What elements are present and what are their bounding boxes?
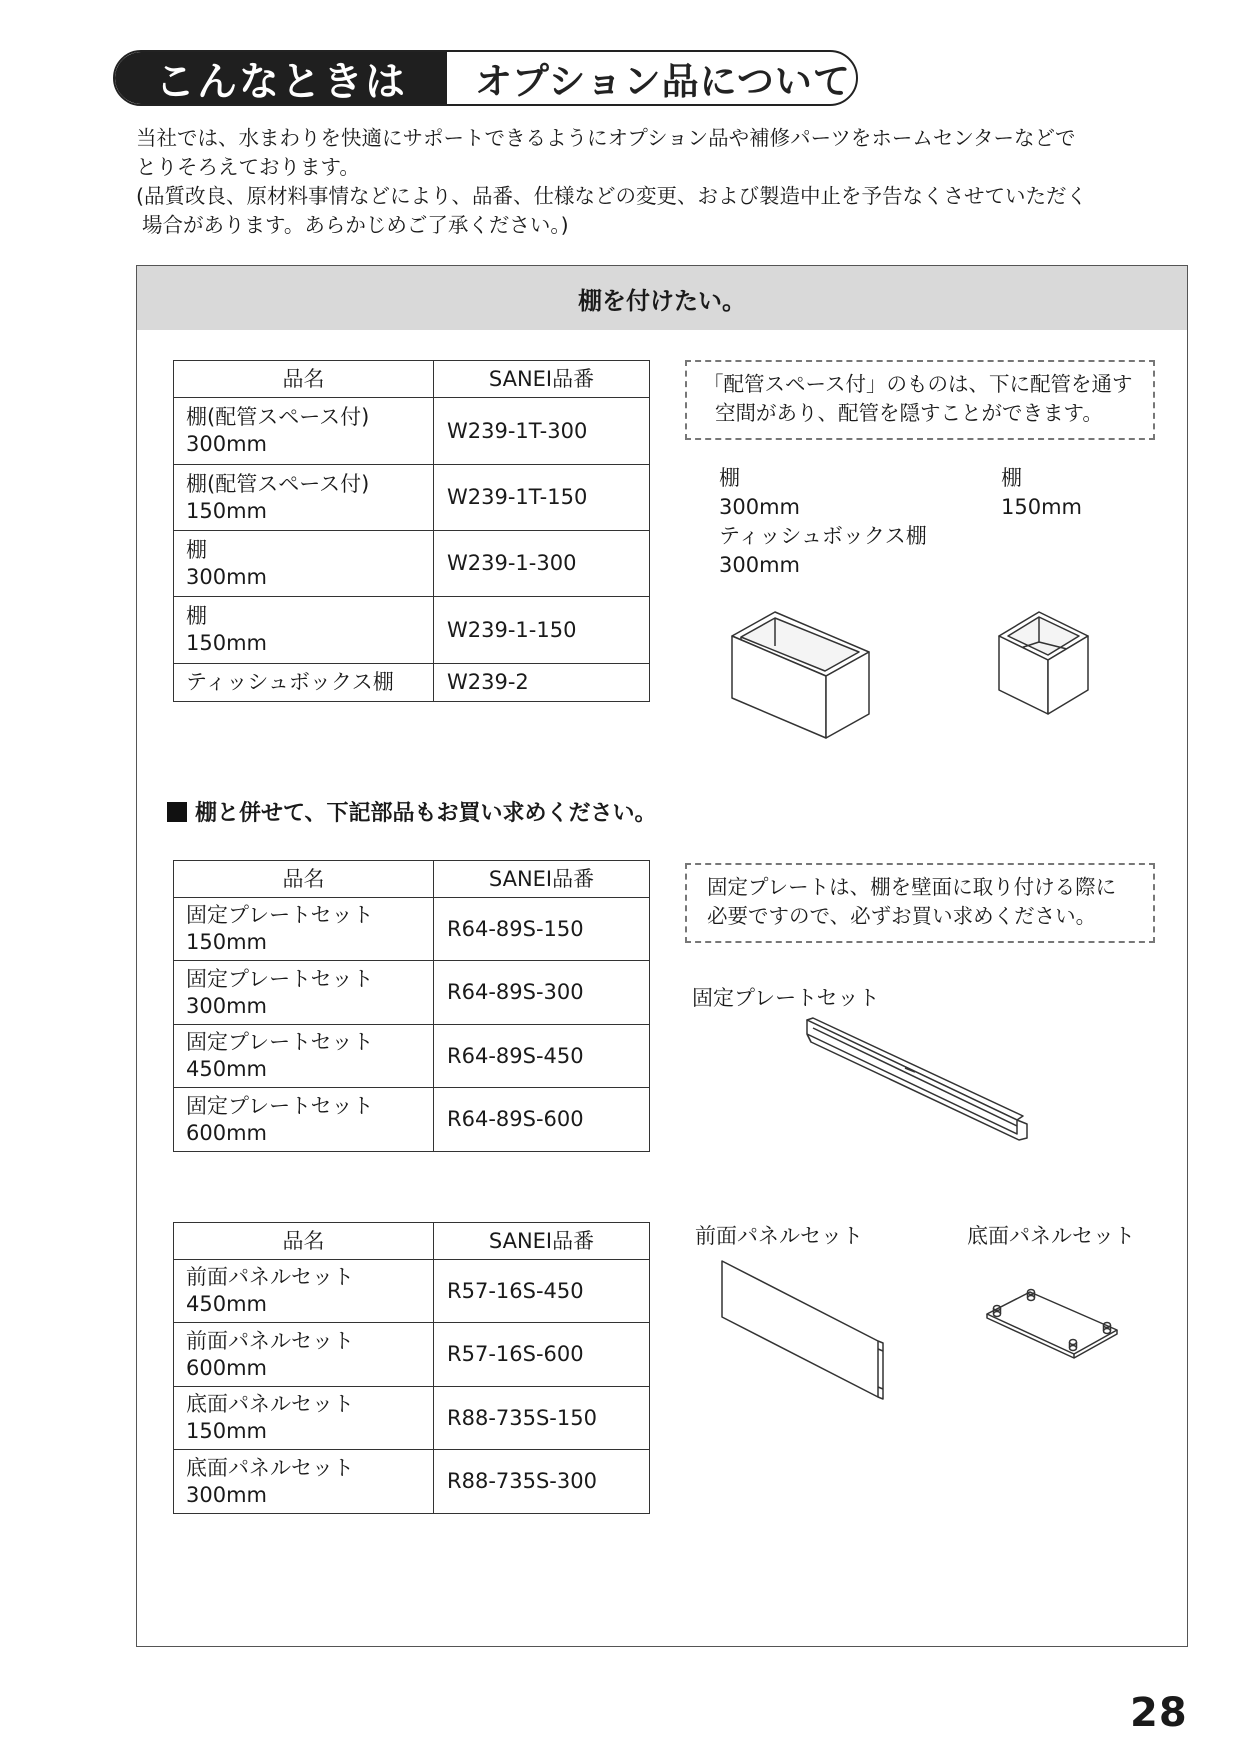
item-name: 棚 150mm <box>174 597 434 664</box>
column-header-code: SANEI品番 <box>434 1223 650 1260</box>
page-number: 28 <box>1130 1690 1188 1736</box>
table-header-row <box>174 361 650 398</box>
item-name: 前面パネルセット 450mm <box>174 1260 434 1323</box>
item-code: W239-1T-300 <box>434 398 650 465</box>
intro-line-1: 当社では、水まわりを快適にサポートできるようにオプション品や補修パーツをホームセンターなどで <box>136 126 1076 150</box>
item-name: 固定プレートセット 150mm <box>174 898 434 961</box>
plate-note <box>685 863 1155 943</box>
item-code: R64-89S-600 <box>434 1088 650 1152</box>
shelf-table <box>173 360 650 702</box>
item-code: W239-2 <box>434 664 650 702</box>
item-code: R88-735S-150 <box>434 1387 650 1450</box>
item-code: R88-735S-300 <box>434 1450 650 1514</box>
column-header-name: 品名 <box>174 1223 434 1260</box>
shelf-150-illustration <box>994 606 1094 718</box>
table-row <box>174 664 650 702</box>
item-code: W239-1T-150 <box>434 465 650 531</box>
item-name: 底面パネルセット 300mm <box>174 1450 434 1514</box>
table-row <box>174 1260 650 1323</box>
shelf-300-illustration <box>727 606 877 741</box>
plate-table <box>173 860 650 1152</box>
item-code: R64-89S-450 <box>434 1025 650 1088</box>
table-row <box>174 898 650 961</box>
table-row <box>174 1387 650 1450</box>
item-name: 底面パネルセット 150mm <box>174 1387 434 1450</box>
header-tag: こんなときは <box>115 52 447 104</box>
item-name: 前面パネルセット 600mm <box>174 1323 434 1387</box>
table-row <box>174 398 650 465</box>
bottom-panel-illustration <box>985 1276 1120 1371</box>
table-row <box>174 1088 650 1152</box>
intro-line-4: 場合があります。あらかじめご了承ください。) <box>142 213 569 237</box>
plate-label: 固定プレートセット <box>692 986 880 1010</box>
table-row <box>174 961 650 1025</box>
intro-text <box>136 124 1136 240</box>
item-name: ティッシュボックス棚 <box>174 664 434 702</box>
fixing-plate-illustration <box>805 1016 1030 1146</box>
table-row <box>174 531 650 597</box>
item-name: 棚(配管スペース付) 150mm <box>174 465 434 531</box>
column-header-code: SANEI品番 <box>434 361 650 398</box>
item-name: 棚(配管スペース付) 300mm <box>174 398 434 465</box>
table-row <box>174 1025 650 1088</box>
table-row <box>174 597 650 664</box>
table-row <box>174 1323 650 1387</box>
item-code: R64-89S-150 <box>434 898 650 961</box>
item-code: W239-1-300 <box>434 531 650 597</box>
panel-table <box>173 1222 650 1514</box>
shelf-150-label: 棚 150mm <box>1001 466 1082 519</box>
header-title: オプション品について <box>475 60 851 103</box>
square-bullet-icon <box>167 802 187 822</box>
table-header-row <box>174 861 650 898</box>
table-row <box>174 465 650 531</box>
note-line: 固定プレートは、棚を壁面に取り付ける際に <box>707 875 1117 899</box>
item-name: 固定プレートセット 450mm <box>174 1025 434 1088</box>
front-panel-illustration <box>720 1259 885 1404</box>
column-header-name: 品名 <box>174 861 434 898</box>
item-name: 固定プレートセット 300mm <box>174 961 434 1025</box>
section-header <box>113 50 858 106</box>
section-title-text: 棚と併せて、下記部品もお買い求めください。 <box>195 801 657 826</box>
note-line: 空間があり、配管を隠すことができます。 <box>715 401 1103 425</box>
column-header-code: SANEI品番 <box>434 861 650 898</box>
column-header-name: 品名 <box>174 361 434 398</box>
note-line: 必要ですので、必ずお買い求めください。 <box>707 904 1097 928</box>
item-code: W239-1-150 <box>434 597 650 664</box>
item-name: 固定プレートセット 600mm <box>174 1088 434 1152</box>
panel-title: 棚を付けたい。 <box>137 266 1187 330</box>
section-title <box>167 796 657 827</box>
intro-line-3: (品質改良、原材料事情などにより、品番、仕様などの変更、および製造中止を予告なくさせていただく <box>136 184 1087 208</box>
bottom-panel-label: 底面パネルセット <box>967 1224 1135 1248</box>
table-header-row <box>174 1223 650 1260</box>
item-code: R57-16S-450 <box>434 1260 650 1323</box>
table-row <box>174 1450 650 1514</box>
item-name: 棚 300mm <box>174 531 434 597</box>
note-line: 「配管スペース付」のものは、下に配管を通す <box>703 372 1133 396</box>
front-panel-label: 前面パネルセット <box>695 1224 863 1248</box>
item-code: R64-89S-300 <box>434 961 650 1025</box>
item-code: R57-16S-600 <box>434 1323 650 1387</box>
options-panel <box>136 265 1188 1647</box>
pipe-space-note <box>685 360 1155 440</box>
intro-line-2: とりそろえております。 <box>136 155 360 179</box>
shelf-300-label: 棚 300mm ティッシュボックス棚 300mm <box>719 466 927 577</box>
